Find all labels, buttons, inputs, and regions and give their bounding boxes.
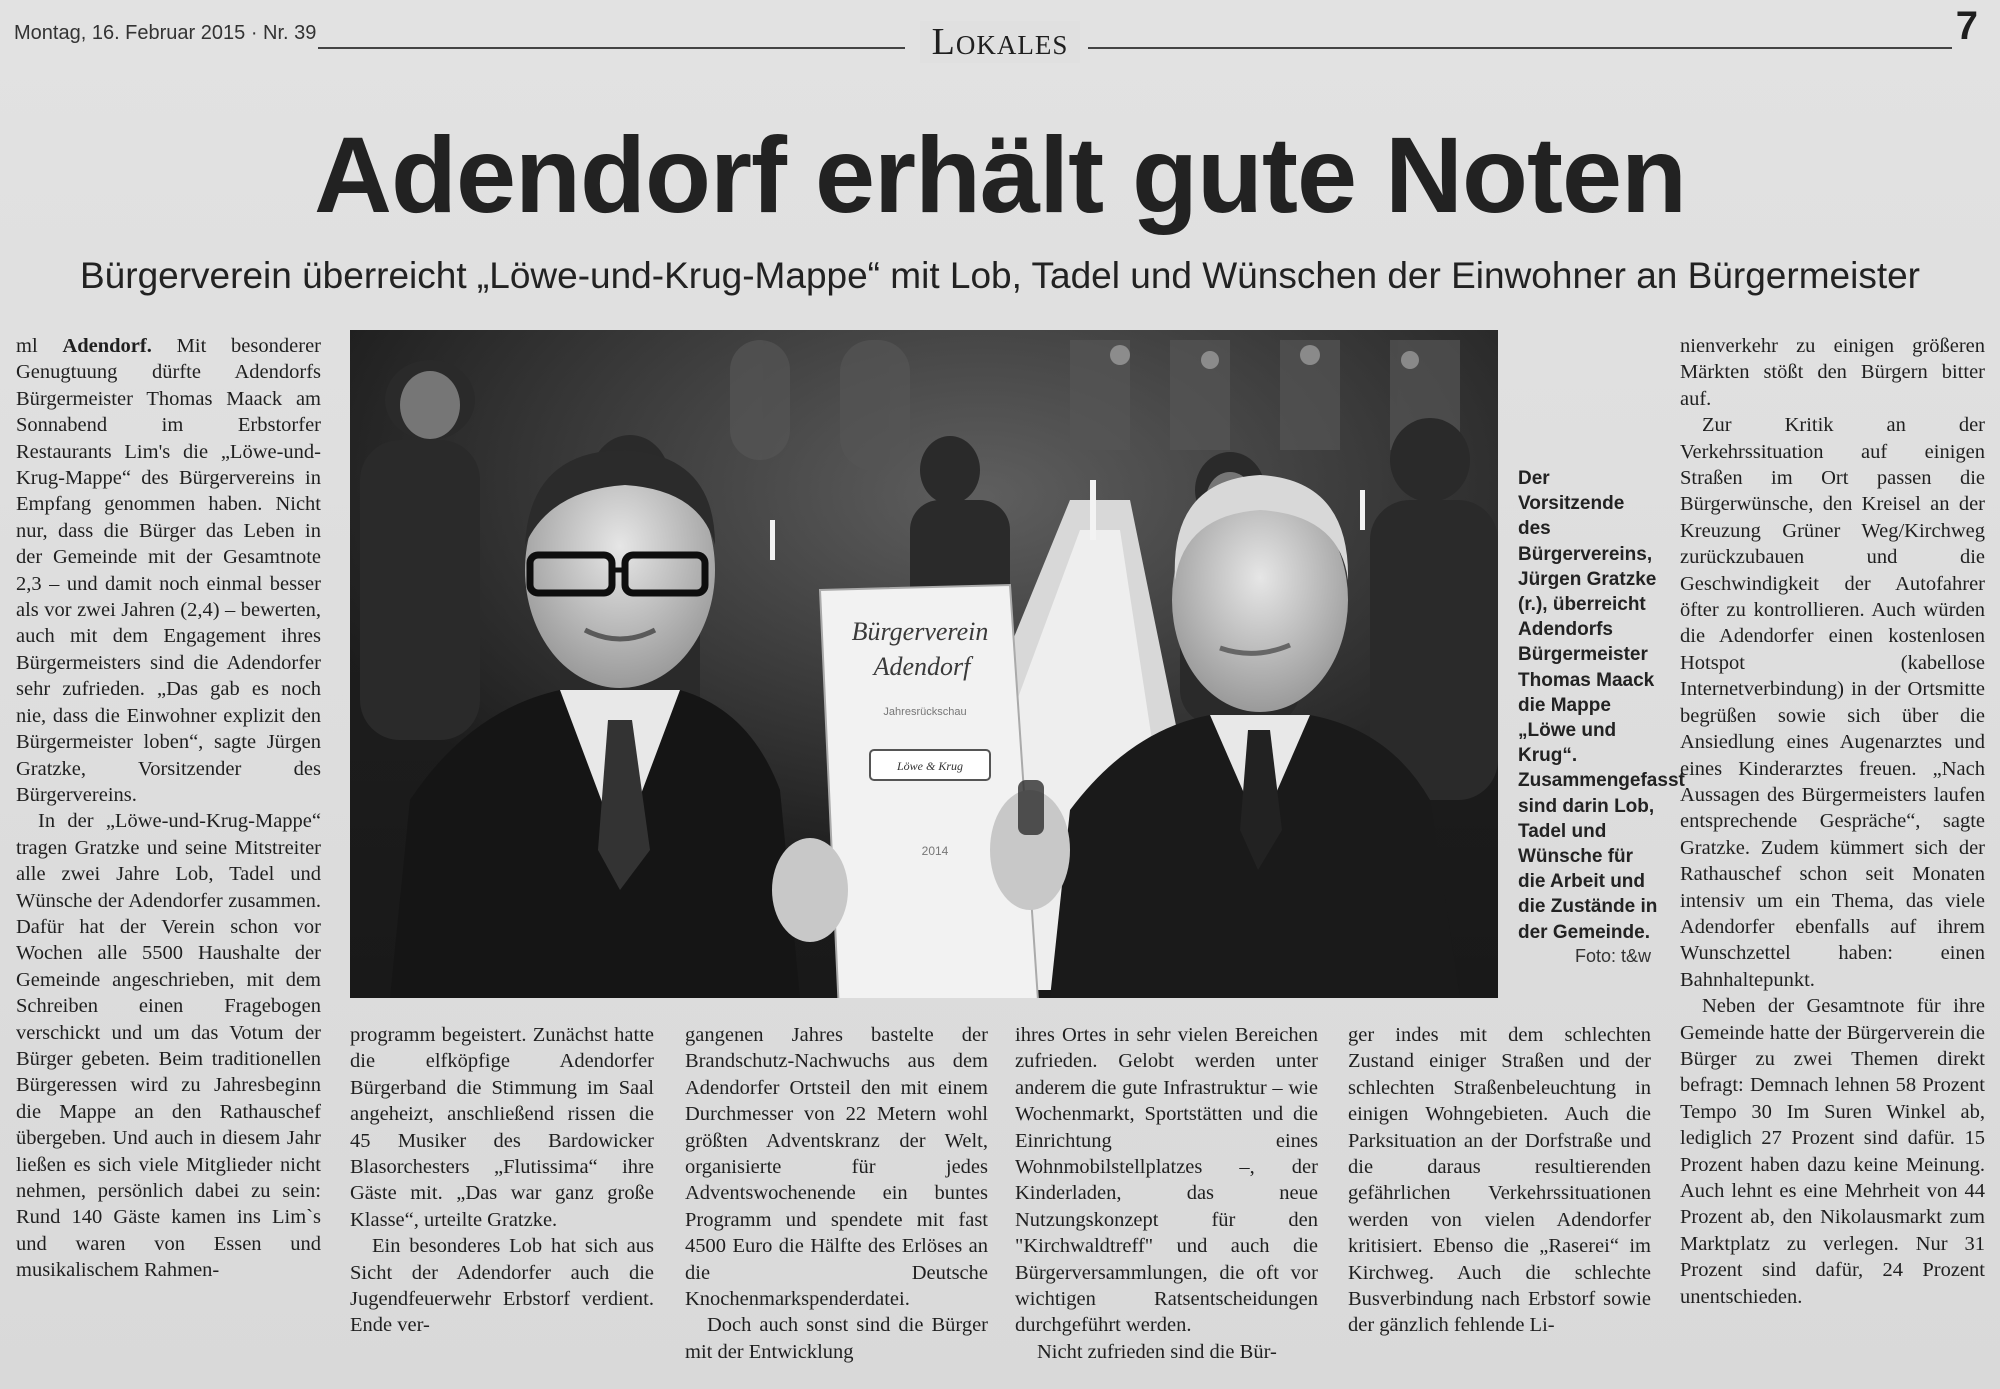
article-photo [350, 330, 1498, 998]
author-initials: ml [16, 335, 63, 357]
paragraph: Doch auch sonst sind die Bürger mit der Entwicklung [685, 1314, 988, 1363]
paragraph: nienverkehr zu einigen größeren Märkten stößt den Bürgern bitter auf. [1680, 335, 1985, 410]
folder-year: 2014 [921, 844, 949, 858]
article-headline: Adendorf erhält gute Noten [314, 114, 1686, 235]
paragraph: Zur Kritik an der Verkehrssituation auf einigen Straßen im Ort passen die Bürgerwünsche, den Kreisel an der Kreuzung Grüner Weg/Kirchweg zurückzubauen und die Geschwindigkeit der Autofahrer öfter zu kontrollieren. Auch würden die Adendorfer einen kostenlosen Hotspot (kabellose Internetverbindung) in der Ortsmitte begrüßen sowie sich über die Ansiedlung eines Augenarztes und eines Kinderarztes freuen. „Nach Aussagen des Bürgermeisters laufen entsprechende Gespräche“, sagte Gratzke. Zudem kümmert sich der Rathauschef schon seit Monaten intensiv um ein Thema, das viele Adendorfer ebenfalls auf ihrem Wunschzettel haben: einen Bahnhaltepunkt. [1680, 414, 1985, 991]
article-column-3 [685, 1022, 988, 1365]
paragraph: ihres Ortes in sehr vielen Bereichen zufrieden. Gelobt werden unter anderem die gute Infrastruktur – wie Wochenmarkt, Sportstätten und die Einrichtung eines Wohnmobilstellplatzes –, der Kinderladen, das neue Nutzungskonzept für den "Kirchwaldtreff" und auch die Bürgerversammlungen, die oft vor wichtigen Ratsentscheidungen durchgeführt werden. [1015, 1024, 1318, 1337]
paragraph: Nicht zufrieden sind die Bür- [1037, 1340, 1277, 1363]
paragraph: gangenen Jahres bastelte der Brandschutz-Nachwuchs aus dem Adendorfer Ortsteil den mit einem Durchmesser von 22 Metern wohl größten Adventskranz der Welt, organisierte für jedes Adventswochenende ein buntes Programm und spendete mit fast 4500 Euro die Hälfte des Erlöses an die Deutsche Knochenmarkspenderdatei. [685, 1024, 988, 1311]
article-column-2 [350, 1022, 654, 1339]
paragraph: programm begeistert. Zunächst hatte die elfköpfige Adendorfer Bürgerband die Stimmung im Saal angeheizt, anschließend rissen die 45 Musiker des Bardowicker Blasorchesters „Flutissima“ ihre Gäste mit. „Das war ganz große Klasse“, urteilte Gratzke. [350, 1024, 654, 1231]
folder-subtitle: Jahresrückschau [883, 706, 967, 718]
paragraph: ger indes mit dem schlechten Zustand einiger Straßen und der schlechten Straßenbeleuchtung in einigen Wohngebieten. Auch die Parksituation an der Dorfstraße und die daraus resultierenden gefährlichen Verkehrssituationen werden von vielen Adendorfer kritisiert. Ebenso die „Raserei“ im Kirchweg. Auch die schlechte Busverbindung nach Erbstorf sowie der gänzlich fehlende Li- [1348, 1024, 1651, 1337]
article-subheadline: Bürgerverein überreicht „Löwe-und-Krug-Mappe“ mit Lob, Tadel und Wünschen der Einwohner an Bürgermeister [80, 255, 1920, 296]
folder-label: Löwe & Krug [896, 759, 964, 773]
article-column-6 [1680, 333, 1985, 1310]
folder-title-line1: Bürgerverein [851, 617, 989, 646]
page-number: 7 [1955, 4, 1978, 48]
paragraph: Neben der Gesamtnote für ihre Gemeinde hatte der Bürgerverein die Bürger zu zwei Themen direkt befragt: Demnach lehnen 58 Prozent Tempo 30 Im Suren Winkel ab, lediglich 27 Prozent sind dafür. 15 Prozent haben dazu keine Meinung. Auch lehnt es eine Mehrheit von 44 Prozent ab, den Nikolausmarkt zum Marktplatz zu verlegen. Nur 31 Prozent sind dafür, 24 Prozent unentschieden. [1680, 995, 1985, 1308]
issue-date: Montag, 16. Februar 2015 · Nr. 39 [14, 22, 317, 44]
dateline: Adendorf. [62, 335, 152, 357]
article-column-5 [1348, 1022, 1651, 1339]
photo-caption: Der Vorsitzende des Bürgervereins, Jürgen Gratzke (r.), überreicht Adendorfs Bürgermeister Thomas Maack die Mappe „Löwe und Krug“. Zusammengefasst sind darin Lob, Tadel und Wünsche für die Arbeit und die Zustände in der Gemeinde. [1518, 468, 1685, 943]
folder-title-line2: Adendorf [873, 652, 971, 681]
article-column-1 [16, 333, 321, 1284]
section-title: Lokales [0, 20, 2000, 64]
masthead [0, 0, 2000, 70]
lead-text: Mit besonderer Genugtuung dürfte Adendorfs Bürgermeister Thomas Maack am Sonnabend im Erbstorfer Restaurants Lim's die „Löwe-und-Krug-Mappe“ des Bürgervereins in Empfang genommen haben. Nicht nur, dass die Bürger das Leben in der Gemeinde mit der Gesamtnote 2,3 – und damit noch einmal besser als vor zwei Jahren (2,4) – bewerten, auch mit dem Engagement ihres Bürgermeisters sind die Adendorfer sehr zufrieden. „Das gab es noch nie, dass die Einwohner explizit den Bürgermeister loben“, sagte Jürgen Gratzke, Vorsitzender des Bürgervereins. [16, 335, 321, 806]
photo-credit: Foto: t&w [1575, 946, 1652, 966]
lead-paragraph [16, 333, 321, 808]
paragraph: In der „Löwe-und-Krug-Mappe“ tragen Gratzke und seine Mitstreiter alle zwei Jahre Lob, Tadel und Wünsche der Adendorfer zusammen. Dafür hat der Verein schon vor Wochen alle 5500 Haushalte der Gemeinde angeschrieben, mit dem Schreiben einen Fragebogen verschickt und um das Votum der Bürger gebeten. Beim traditionellen Bürgeressen wird zu Jahresbeginn die Mappe an den Rathauschef übergeben. Und auch in diesem Jahr ließen es sich viele Mitglieder nicht nehmen, persönlich dabei zu sein: Rund 140 Gäste kamen ins Lim`s und waren von Essen und musikalischem Rahmen- [16, 810, 321, 1282]
article-column-4 [1015, 1022, 1318, 1365]
paragraph: Ein besonderes Lob hat sich aus Sicht der Adendorfer auch die Jugendfeuerwehr Erbstorf verdient. Ende ver- [350, 1235, 654, 1337]
